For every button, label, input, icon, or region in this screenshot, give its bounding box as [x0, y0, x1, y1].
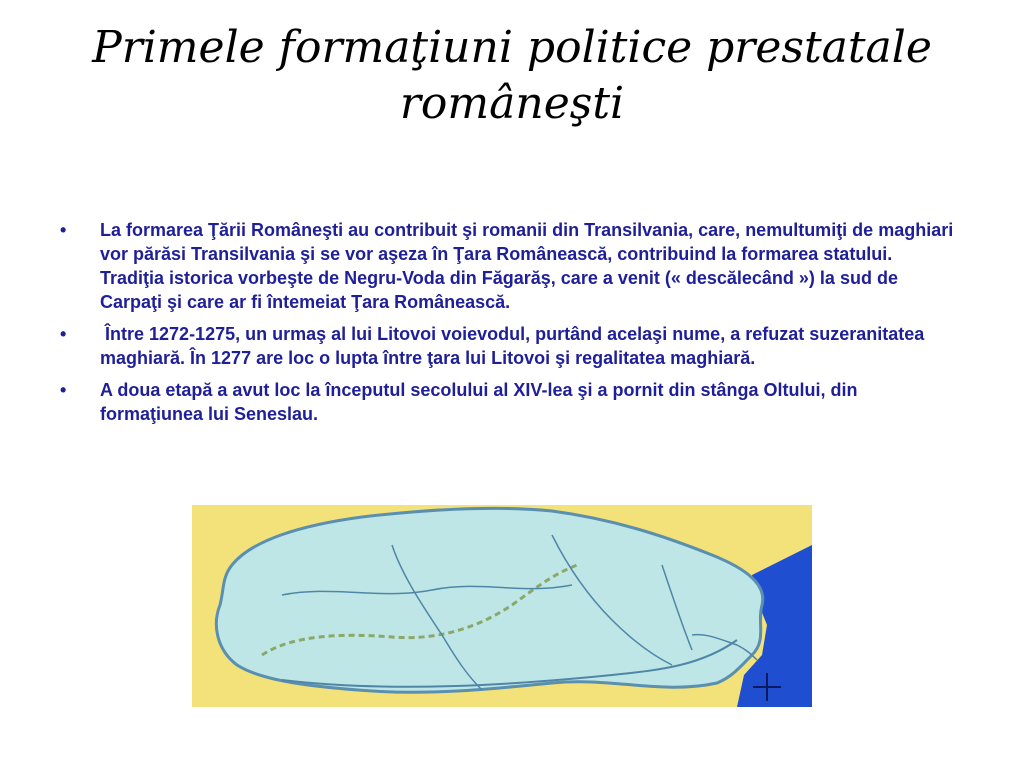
map-image [192, 505, 812, 707]
bullet-text: La formarea Ţării Româneşti au contribuit şi romanii din Transilvania, care, nemultumiţi de maghiari vor părăsi Transilvania şi se vor aşeza în Ţara Românească, contribuind la formarea statului. Tradiţia istorica vorbeşte de Negru-Voda din Făgarăş, care a venit (« descălecând ») la sud de Carpaţi şi care ar fi întemeiat Ţara Românească. [100, 220, 954, 312]
bullet-text: Între 1272-1275, un urmaş al lui Litovoi voievodul, purtând acelaşi nume, a refuzat suzeranitatea maghiară. În 1277 are loc o lupta între ţara lui Litovoi şi regalitatea maghiară. [100, 324, 930, 368]
map-illustration [192, 505, 812, 707]
bullet-item [60, 378, 960, 426]
bullet-text: A doua etapă a avut loc la începutul secolului al XIV-lea şi a pornit din stânga Oltului, din formaţiunea lui Seneslau. [100, 380, 858, 424]
bullet-marker: • [60, 324, 67, 344]
bullet-item [60, 218, 960, 314]
bullet-marker: • [60, 220, 67, 240]
slide-title: Primele formaţiuni politice prestatale româneşti [92, 22, 932, 129]
bullet-list [60, 218, 960, 434]
bullet-marker: • [60, 380, 67, 400]
bullet-item [60, 322, 960, 370]
